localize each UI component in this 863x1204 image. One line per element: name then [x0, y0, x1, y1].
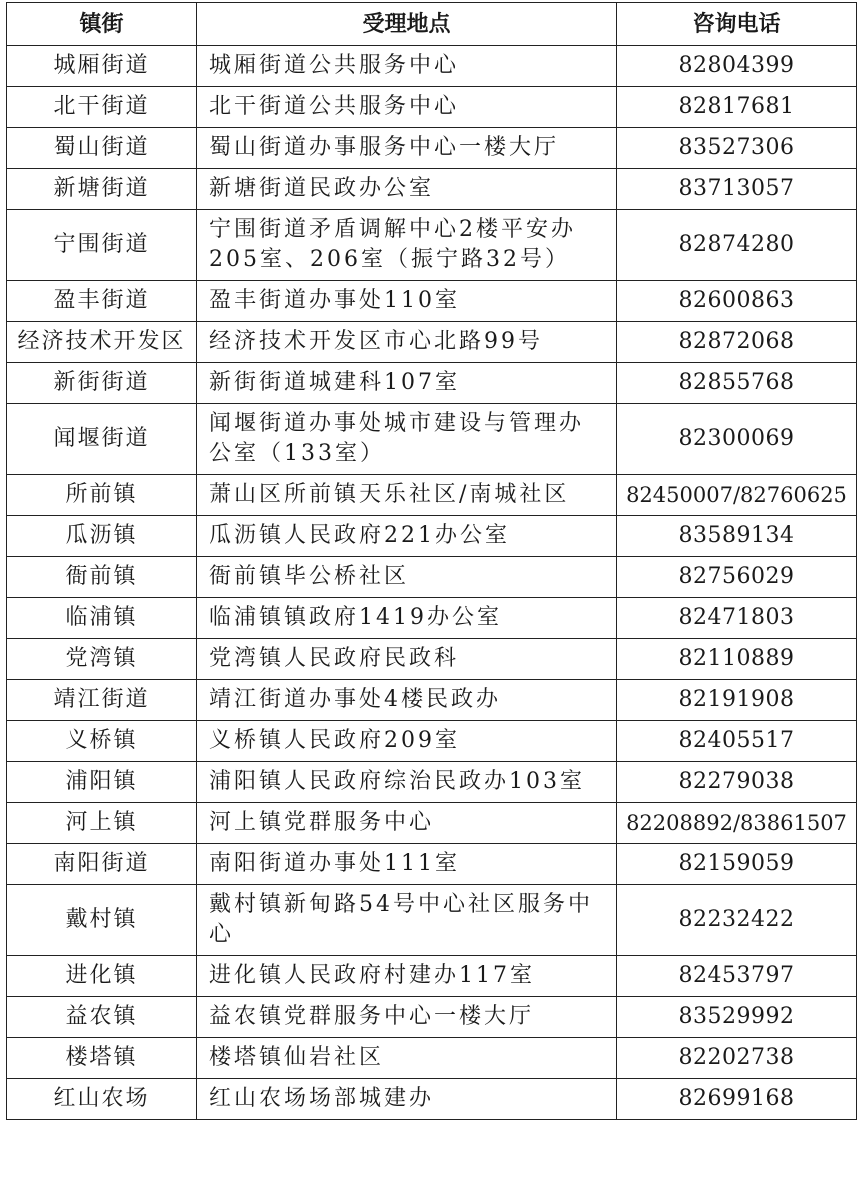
- location-cell: 河上镇党群服务中心: [197, 803, 617, 844]
- location-cell: 浦阳镇人民政府综治民政办103室: [197, 762, 617, 803]
- phone-cell: 82159059: [617, 844, 857, 885]
- town-cell: 戴村镇: [7, 885, 197, 956]
- phone-cell: 82874280: [617, 210, 857, 281]
- town-cell: 义桥镇: [7, 721, 197, 762]
- phone-cell: 82202738: [617, 1038, 857, 1079]
- table-row: [7, 516, 857, 557]
- town-cell: 益农镇: [7, 997, 197, 1038]
- location-cell: 党湾镇人民政府民政科: [197, 639, 617, 680]
- phone-cell: 82450007/82760625: [617, 475, 857, 516]
- header-phone: 咨询电话: [617, 3, 857, 46]
- town-cell: 靖江街道: [7, 680, 197, 721]
- location-cell: 戴村镇新甸路54号中心社区服务中心: [197, 885, 617, 956]
- phone-cell: 82110889: [617, 639, 857, 680]
- location-cell: 盈丰街道办事处110室: [197, 281, 617, 322]
- phone-cell: 82279038: [617, 762, 857, 803]
- location-cell: 新街街道城建科107室: [197, 363, 617, 404]
- phone-cell: 83589134: [617, 516, 857, 557]
- location-cell: 北干街道公共服务中心: [197, 87, 617, 128]
- table-row: [7, 87, 857, 128]
- table-row: [7, 46, 857, 87]
- town-cell: 盈丰街道: [7, 281, 197, 322]
- phone-cell: 83527306: [617, 128, 857, 169]
- location-cell: 蜀山街道办事服务中心一楼大厅: [197, 128, 617, 169]
- town-cell: 浦阳镇: [7, 762, 197, 803]
- location-cell: 红山农场场部城建办: [197, 1079, 617, 1120]
- phone-cell: 82600863: [617, 281, 857, 322]
- location-cell: 衙前镇毕公桥社区: [197, 557, 617, 598]
- phone-cell: 82872068: [617, 322, 857, 363]
- town-cell: 红山农场: [7, 1079, 197, 1120]
- town-cell: 新街街道: [7, 363, 197, 404]
- town-cell: 瓜沥镇: [7, 516, 197, 557]
- table-row: [7, 1038, 857, 1079]
- table-row: [7, 169, 857, 210]
- phone-cell: 82191908: [617, 680, 857, 721]
- phone-cell: 82208892/83861507: [617, 803, 857, 844]
- town-cell: 新塘街道: [7, 169, 197, 210]
- location-cell: 宁围街道矛盾调解中心2楼平安办205室、206室（振宁路32号）: [197, 210, 617, 281]
- phone-cell: 83713057: [617, 169, 857, 210]
- table-row: [7, 475, 857, 516]
- table-row: [7, 1079, 857, 1120]
- location-cell: 萧山区所前镇天乐社区/南城社区: [197, 475, 617, 516]
- contact-table: [6, 2, 857, 1120]
- table-row: [7, 363, 857, 404]
- table-row: [7, 762, 857, 803]
- header-row: [7, 3, 857, 46]
- table-row: [7, 956, 857, 997]
- table-row: [7, 639, 857, 680]
- location-cell: 益农镇党群服务中心一楼大厅: [197, 997, 617, 1038]
- table-row: [7, 281, 857, 322]
- phone-cell: 82232422: [617, 885, 857, 956]
- table-row: [7, 557, 857, 598]
- table-row: [7, 997, 857, 1038]
- header-location: 受理地点: [197, 3, 617, 46]
- location-cell: 城厢街道公共服务中心: [197, 46, 617, 87]
- table-row: [7, 721, 857, 762]
- location-cell: 义桥镇人民政府209室: [197, 721, 617, 762]
- phone-cell: 82453797: [617, 956, 857, 997]
- phone-cell: 82817681: [617, 87, 857, 128]
- location-cell: 临浦镇镇政府1419办公室: [197, 598, 617, 639]
- phone-cell: 82756029: [617, 557, 857, 598]
- phone-cell: 82855768: [617, 363, 857, 404]
- location-cell: 经济技术开发区市心北路99号: [197, 322, 617, 363]
- table-row: [7, 885, 857, 956]
- phone-cell: 82405517: [617, 721, 857, 762]
- table-row: [7, 322, 857, 363]
- location-cell: 南阳街道办事处111室: [197, 844, 617, 885]
- table-body: [7, 46, 857, 1120]
- town-cell: 进化镇: [7, 956, 197, 997]
- header-town: 镇街: [7, 3, 197, 46]
- location-cell: 进化镇人民政府村建办117室: [197, 956, 617, 997]
- town-cell: 衙前镇: [7, 557, 197, 598]
- location-cell: 闻堰街道办事处城市建设与管理办公室（133室）: [197, 404, 617, 475]
- town-cell: 北干街道: [7, 87, 197, 128]
- phone-cell: 82699168: [617, 1079, 857, 1120]
- phone-cell: 82300069: [617, 404, 857, 475]
- table-row: [7, 404, 857, 475]
- phone-cell: 82804399: [617, 46, 857, 87]
- phone-cell: 83529992: [617, 997, 857, 1038]
- town-cell: 河上镇: [7, 803, 197, 844]
- town-cell: 临浦镇: [7, 598, 197, 639]
- table-row: [7, 598, 857, 639]
- town-cell: 所前镇: [7, 475, 197, 516]
- table-row: [7, 844, 857, 885]
- town-cell: 宁围街道: [7, 210, 197, 281]
- table-row: [7, 128, 857, 169]
- location-cell: 楼塔镇仙岩社区: [197, 1038, 617, 1079]
- location-cell: 瓜沥镇人民政府221办公室: [197, 516, 617, 557]
- table-row: [7, 680, 857, 721]
- town-cell: 蜀山街道: [7, 128, 197, 169]
- town-cell: 楼塔镇: [7, 1038, 197, 1079]
- table-row: [7, 803, 857, 844]
- town-cell: 经济技术开发区: [7, 322, 197, 363]
- table-row: [7, 210, 857, 281]
- town-cell: 党湾镇: [7, 639, 197, 680]
- phone-cell: 82471803: [617, 598, 857, 639]
- location-cell: 新塘街道民政办公室: [197, 169, 617, 210]
- town-cell: 城厢街道: [7, 46, 197, 87]
- town-cell: 闻堰街道: [7, 404, 197, 475]
- town-cell: 南阳街道: [7, 844, 197, 885]
- location-cell: 靖江街道办事处4楼民政办: [197, 680, 617, 721]
